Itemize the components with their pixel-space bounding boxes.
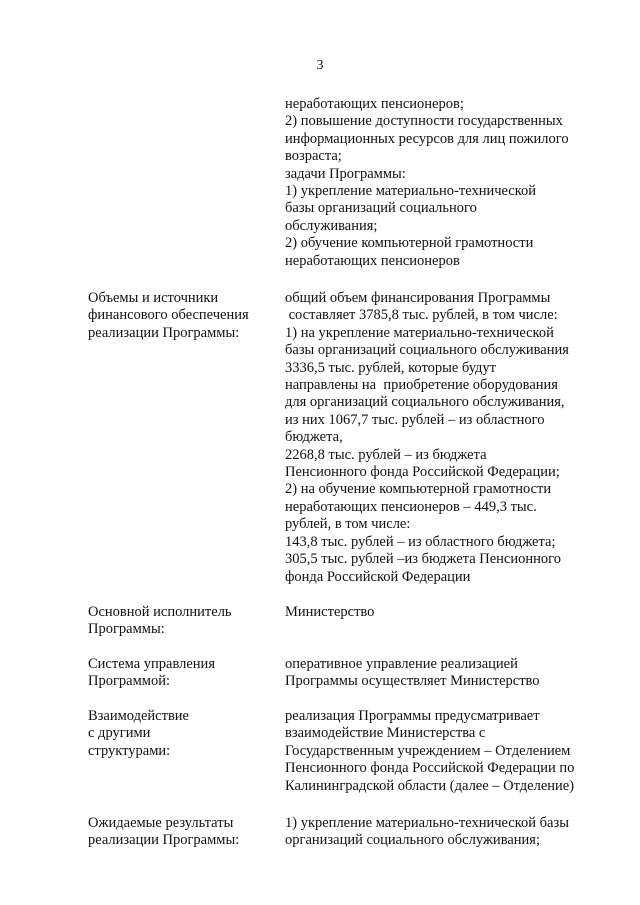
text-line: реализация Программы предусматривает — [285, 708, 540, 724]
text-line: обслуживания; — [285, 217, 378, 234]
label-line: Программой: — [88, 673, 170, 690]
intro-text — [285, 96, 625, 270]
text-line: направлены на приобретение оборудования — [285, 377, 558, 394]
label-line: с другими — [88, 725, 151, 742]
label-line: Взаимодействие — [88, 708, 189, 724]
label-line: реализации Программы: — [88, 324, 240, 341]
text-line: базы организаций социального обслуживания — [285, 342, 569, 359]
text-line: 1) укрепление материально-технической — [285, 183, 537, 200]
text-line: 1) укрепление материально-технической базы — [285, 815, 569, 831]
text-line: Государственным учреждением – Отделением — [285, 742, 571, 759]
interaction-label — [88, 708, 273, 760]
text-line: задачи Программы: — [285, 165, 406, 182]
label-line: структурами: — [88, 742, 171, 759]
text-line: бюджета, — [285, 429, 343, 446]
text-line: взаимодействие Министерства с — [285, 725, 486, 742]
management-value — [285, 656, 625, 691]
text-line: 305,5 тыс. рублей –из бюджета Пенсионного — [285, 551, 561, 568]
management-label — [88, 656, 273, 691]
results-label — [88, 815, 273, 850]
label-line: реализации Программы: — [88, 832, 240, 849]
text-line: 2) обучение компьютерной грамотности — [285, 235, 534, 252]
text-line: Министерство — [285, 604, 375, 620]
label-line: Ожидаемые результаты — [88, 815, 234, 831]
label-line: Основной исполнитель — [88, 604, 232, 620]
text-line: составляет 3785,8 тыс. рублей, в том числе: — [285, 307, 558, 324]
text-line: Пенсионного фонда Российской Федерации по — [285, 760, 575, 777]
text-line: базы организаций социального — [285, 200, 477, 217]
text-line: общий объем финансирования Программы — [285, 290, 551, 306]
text-line: 3336,5 тыс. рублей, которые будут — [285, 359, 497, 376]
executor-label — [88, 604, 273, 639]
text-line: неработающих пенсионеров; — [285, 96, 464, 112]
text-line: возраста; — [285, 148, 342, 165]
text-line: Калининградской области (далее – Отделение) — [285, 777, 575, 794]
text-line: из них 1067,7 тыс. рублей – из областного — [285, 411, 545, 428]
text-line: 2268,8 тыс. рублей – из бюджета — [285, 446, 487, 463]
results-value — [285, 815, 625, 850]
funding-label — [88, 290, 273, 342]
funding-value — [285, 290, 625, 586]
text-line: Программы осуществляет Министерство — [285, 673, 540, 690]
text-line: рублей, в том числе: — [285, 516, 411, 533]
text-line: неработающих пенсионеров — [285, 252, 460, 269]
label-line: финансового обеспечения — [88, 307, 249, 324]
text-line: Пенсионного фонда Российской Федерации; — [285, 464, 560, 481]
text-line: организаций социального обслуживания; — [285, 832, 541, 849]
text-line: информационных ресурсов для лиц пожилого — [285, 130, 569, 147]
text-line: 143,8 тыс. рублей – из областного бюджета; — [285, 533, 556, 550]
text-line: неработающих пенсионеров – 449,3 тыс. — [285, 498, 537, 515]
text-line: 2) на обучение компьютерной грамотности — [285, 481, 552, 498]
text-line: 1) на укрепление материально-технической — [285, 324, 554, 341]
label-line: Объемы и источники — [88, 290, 219, 306]
page-number: 3 — [316, 58, 324, 73]
text-line: для организаций социального обслуживания, — [285, 394, 565, 411]
label-line: Программы: — [88, 621, 165, 638]
label-line: Система управления — [88, 656, 215, 672]
text-line: фонда Российской Федерации — [285, 568, 471, 585]
interaction-value — [285, 708, 625, 795]
text-line: 2) повышение доступности государственных — [285, 113, 563, 130]
text-line: оперативное управление реализацией — [285, 656, 518, 672]
executor-value — [285, 604, 625, 621]
